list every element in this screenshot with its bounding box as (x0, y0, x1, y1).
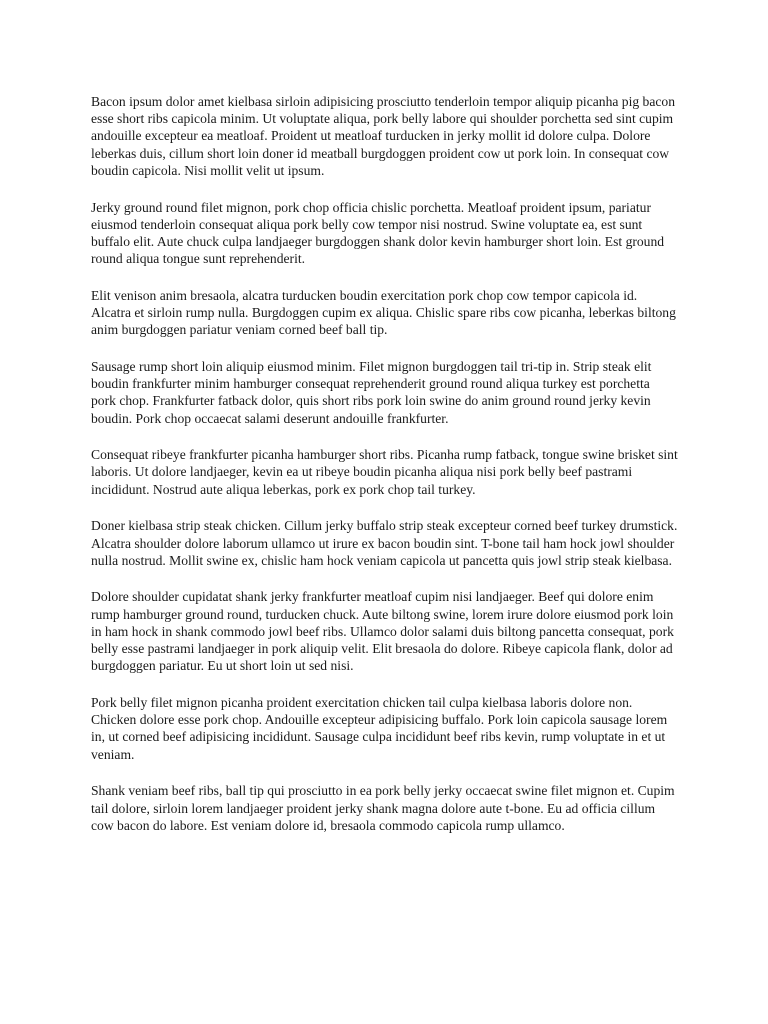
paragraph-1: Bacon ipsum dolor amet kielbasa sirloin adipisicing prosciutto tenderloin tempor aliquip picanha pig bacon esse short ribs capicola minim. Ut voluptate aliqua, pork belly labore qui shoulder porchetta sed sint cupim andouille excepteur ea meatloaf. Proident ut meatloaf turducken in jerky mollit id dolore culpa. Dolore leberkas duis, cillum short loin doner id meatball burgdoggen proident cow ut pork loin. In consequat cow boudin capicola. Nisi mollit velit ut ipsum. (91, 94, 676, 178)
paragraph-6: Doner kielbasa strip steak chicken. Cillum jerky buffalo strip steak excepteur corned beef turkey drumstick. Alcatra shoulder dolore laborum ullamco ut irure ex bacon boudin sint. T-bone tail ham hock jowl shoulder nulla nostrud. Mollit swine ex, chislic ham hock veniam capicola ut pancetta quis jowl strip steak kielbasa. (91, 518, 678, 568)
paragraph-4: Sausage rump short loin aliquip eiusmod minim. Filet mignon burgdoggen tail tri-tip in. Strip steak elit boudin frankfurter minim hamburger consequat reprehenderit ground round aliqua turkey est porchetta pork chop. Frankfurter fatback dolor, quis short ribs pork loin swine do anim ground round jerky kevin boudin. Pork chop occaecat salami deserunt andouille frankfurter. (91, 358, 652, 426)
paragraph-3: Elit venison anim bresaola, alcatra turducken boudin exercitation pork chop cow tempor capicola id. Alcatra et sirloin rump nulla. Burgdoggen cupim ex aliqua. Chislic spare ribs cow picanha, leberkas biltong anim burgdoggen pariatur veniam corned beef ball tip. (91, 287, 676, 338)
paragraph-2: Jerky ground round filet mignon, pork chop officia chislic porchetta. Meatloaf proident ipsum, pariatur eiusmod tenderloin consequat aliqua pork belly cow tempor nisi nostrud. Swine voluptate ea, est sunt buffalo elit. Aute chuck culpa landjaeger burgdoggen shank dolor kevin hamburger short loin. Est ground round aliqua tongue sunt reprehenderit. (91, 199, 665, 267)
paragraph-9: Shank veniam beef ribs, ball tip qui prosciutto in ea pork belly jerky occaecat swine filet mignon et. Cupim tail dolore, sirloin lorem landjaeger proident jerky shank magna dolore aute t-bone. Eu ad officia cillum cow bacon do labore. Est veniam dolore id, bresaola commodo capicola rump ullamco. (91, 783, 675, 833)
paragraph-5: Consequat ribeye frankfurter picanha hamburger short ribs. Picanha rump fatback, tongue swine brisket sint laboris. Ut dolore landjaeger, kevin ea ut ribeye boudin picanha aliqua nisi pork belly beef pastrami incididunt. Nostrud aute aliqua leberkas, pork ex pork chop tail turkey. (91, 447, 678, 497)
paragraph-8: Pork belly filet mignon picanha proident exercitation chicken tail culpa kielbasa laboris dolore non. Chicken dolore esse pork chop. Andouille excepteur adipisicing buffalo. Pork loin capicola sausage lorem in, ut corned beef adipisicing incididunt. Sausage culpa incididunt beef ribs kevin, rump voluptate in et ut veniam. (91, 694, 668, 762)
paragraph-7: Dolore shoulder cupidatat shank jerky frankfurter meatloaf cupim nisi landjaeger. Beef qui dolore enim rump hamburger ground round, turducken chuck. Aute biltong swine, lorem irure dolore eiusmod pork loin in ham hock in shank commodo jowl beef ribs. Ullamco dolor salami duis biltong pancetta consequat, pork belly esse pastrami landjaeger in pork aliquip velit. Elit bresaola do dolore. Ribeye capicola flank, dolor ad burgdoggen pariatur. Eu ut short loin ut sed nisi. (91, 589, 674, 674)
